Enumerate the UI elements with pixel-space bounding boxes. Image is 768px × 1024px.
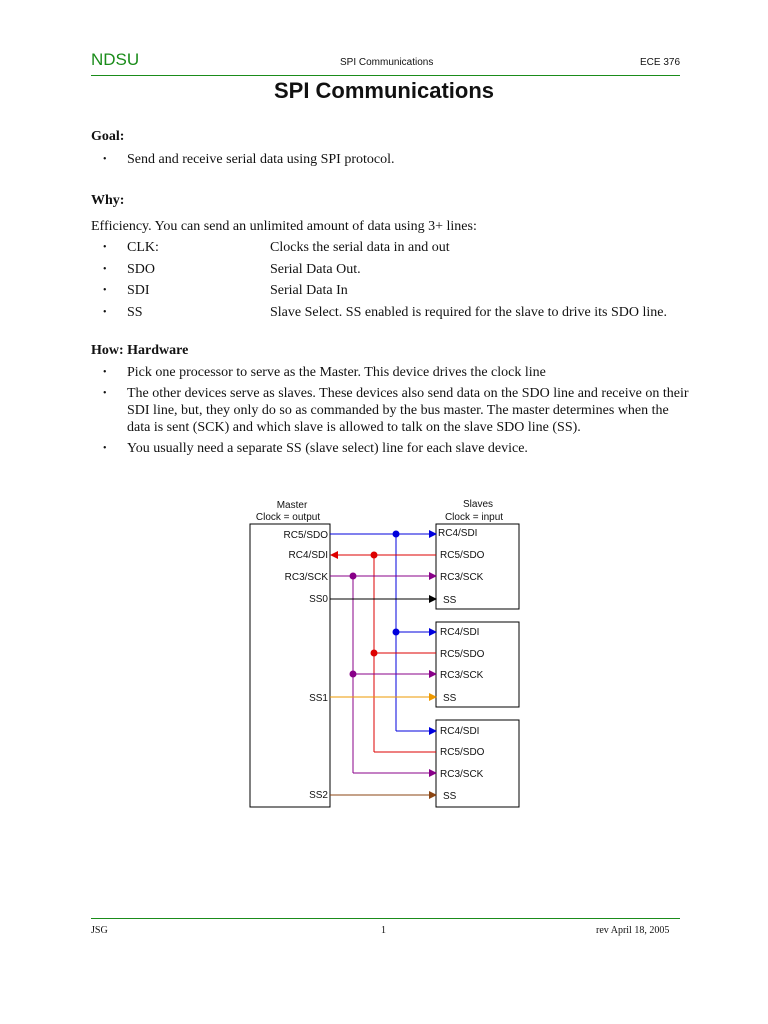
why-term: SS [127,304,143,320]
why-term: CLK: [127,240,159,255]
master-pin-label: RC3/SCK [284,572,328,583]
why-desc: Serial Data Out. [270,261,361,277]
slave-pin-label: RC3/SCK [440,670,484,681]
slave-pin-label: RC4/SDI [440,627,480,638]
why-term: SDI [127,283,150,299]
header-course: ECE 376 [640,57,681,68]
junction-dot [350,573,357,580]
why-intro: Efficiency. You can send an unlimited amount of data using 3+ lines: [91,219,477,234]
why-list [100,239,690,325]
goal-heading: Goal: [91,129,125,144]
footer-author: JSG [91,925,108,936]
slave-pin-label: RC5/SDO [440,649,485,660]
slave-pin-label: RC5/SDO [440,747,485,758]
junction-dot [393,531,400,538]
why-line-sdi [100,282,690,299]
goal-bullet: • Send and receive serial data using SPI protocol. [100,151,690,168]
how-bullet: • Pick one processor to serve as the Master. This device drives the clock line [100,364,690,381]
junction-dot [393,629,400,636]
master-pin-label: RC5/SDO [283,530,328,541]
why-line-sdo [100,261,690,278]
master-pin-label: SS2 [309,790,328,801]
slave-pin-label: RC3/SCK [440,572,484,583]
slave-pin-label: RC4/SDI [440,726,480,737]
footer-revision: rev April 18, 2005 [596,925,670,936]
junction-dot [350,671,357,678]
header-doc-title: SPI Communications [340,57,434,68]
header-org: NDSU [91,50,140,69]
why-term: SDO [127,261,156,277]
why-line-ss [100,304,690,321]
slaves-title: Slaves [462,499,494,510]
master-pin-label: SS0 [309,594,328,605]
slave-pin-label: SS [443,595,457,606]
slave-pin-label: RC3/SCK [440,769,484,780]
header-rule [91,75,680,76]
page-title: SPI Communications [273,78,495,103]
master-title: Master [276,500,308,511]
footer-rule [91,918,680,919]
why-desc: Slave Select. SS enabled is required for the slave to drive its SDO line. [270,304,667,320]
master-box [250,524,330,807]
goal-list [100,151,690,172]
sck-bus [330,573,436,774]
page-number: 1 [381,925,386,936]
master-pin-label: RC4/SDI [288,550,328,561]
sdo-bus [330,531,436,732]
why-desc: Clocks the serial data in and out [270,240,450,255]
how-bullet: • You usually need a separate SS (slave select) line for each slave device. [100,440,690,457]
sdi-bus [331,552,436,753]
master-subtitle: Clock = output [255,512,321,523]
slave-pin-label: RC4/SDI [438,528,478,539]
why-desc: Serial Data In [270,283,348,299]
slaves-subtitle: Clock = input [444,512,504,523]
how-list [100,364,690,461]
how-bullet: • The other devices serve as slaves. These devices also send data on the SDO line and receive on their SDI line, but, they only do so as commanded by the bus master. The master determines when the data is sent (SCK) and which slave is allowed to talk on the slave SDO line (SS). [100,385,690,436]
junction-dot [371,650,378,657]
spi-wiring-diagram [240,495,530,815]
master-pin-label: SS1 [309,693,328,704]
how-heading: How: Hardware [91,343,189,358]
slave-pin-label: SS [443,791,457,802]
slave-pin-label: RC5/SDO [440,550,485,561]
slave-pin-label: SS [443,693,457,704]
why-line-clk [100,239,690,256]
junction-dot [371,552,378,559]
why-heading: Why: [91,193,125,208]
